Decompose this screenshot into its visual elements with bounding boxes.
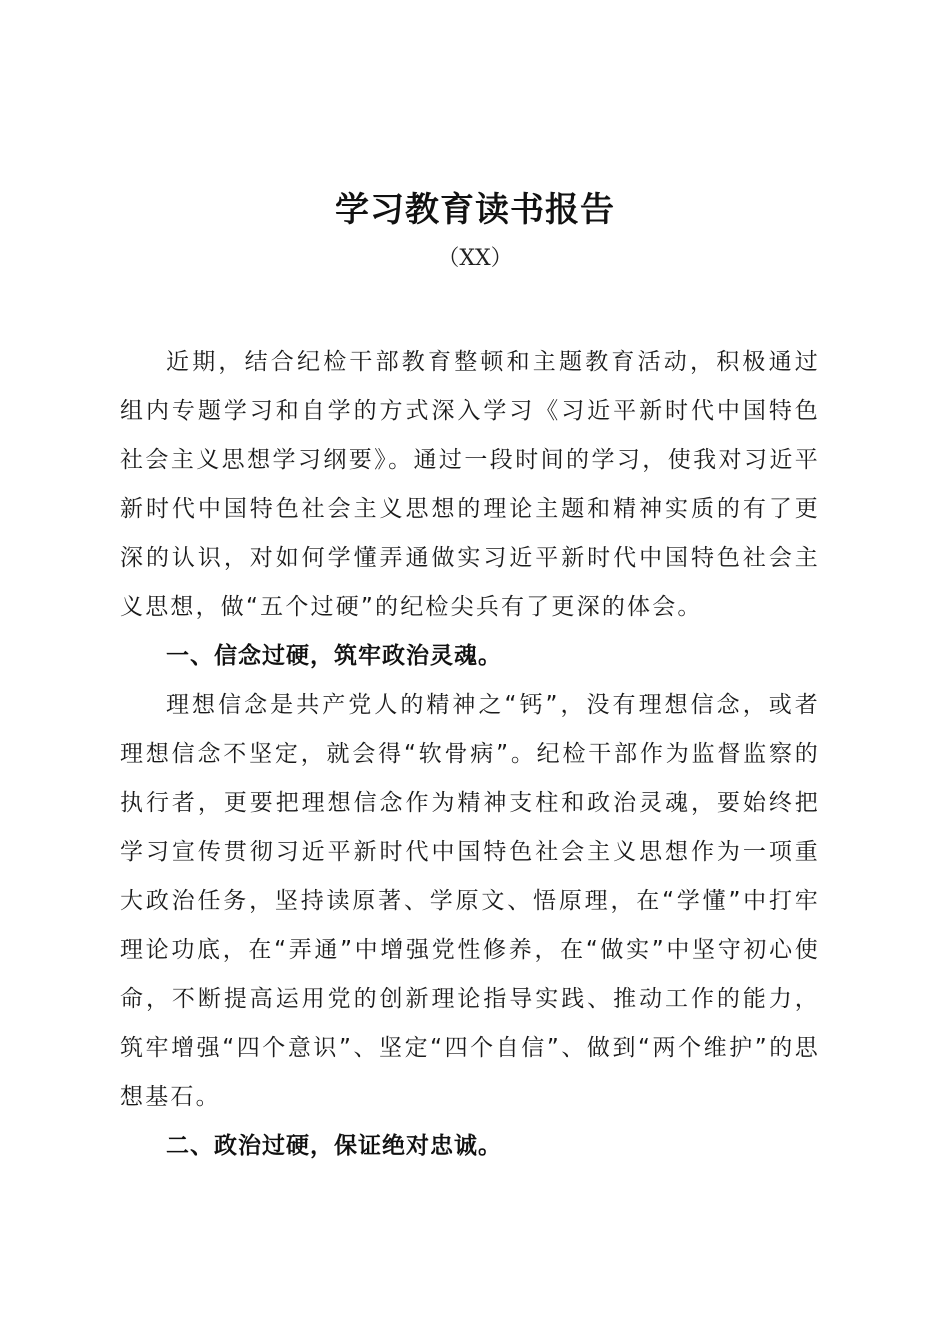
section-heading-1: 一、信念过硬，筑牢政治灵魂。 xyxy=(166,643,502,669)
document-title: 学习教育读书报告 xyxy=(335,190,615,230)
document-author: （XX） xyxy=(437,246,513,271)
section-1-paragraph: 理想信念是共产党人的精神之“钙”，没有理想信念，或者理想信念不坚定，就会得“软骨病”。纪检干部作为监督监察的执行者，更要把理想信念作为精神支柱和政治灵魂，要始终把学习宣传贯彻习近平新时代中国特色社会主义思想作为一项重大政治任务，坚持读原著、学原文、悟原理，在“学懂”中打牢理论功底，在“弄通”中增强党性修养，在“做实”中坚守初心使命，不断提高运用党的创新理论指导实践、推动工作的能力，筑牢增强“四个意识”、坚定“四个自信”、做到“两个维护”的思想基石。 xyxy=(120,692,820,1110)
section-heading-2: 二、政治过硬，保证绝对忠诚。 xyxy=(166,1133,502,1159)
document-body xyxy=(120,338,820,1171)
intro-paragraph: 近期，结合纪检干部教育整顿和主题教育活动，积极通过组内专题学习和自学的方式深入学习《习近平新时代中国特色社会主义思想学习纲要》。通过一段时间的学习，使我对习近平新时代中国特色社会主义思想的理论主题和精神实质的有了更深的认识，对如何学懂弄通做实习近平新时代中国特色社会主义思想，做“五个过硬”的纪检尖兵有了更深的体会。 xyxy=(120,349,820,620)
